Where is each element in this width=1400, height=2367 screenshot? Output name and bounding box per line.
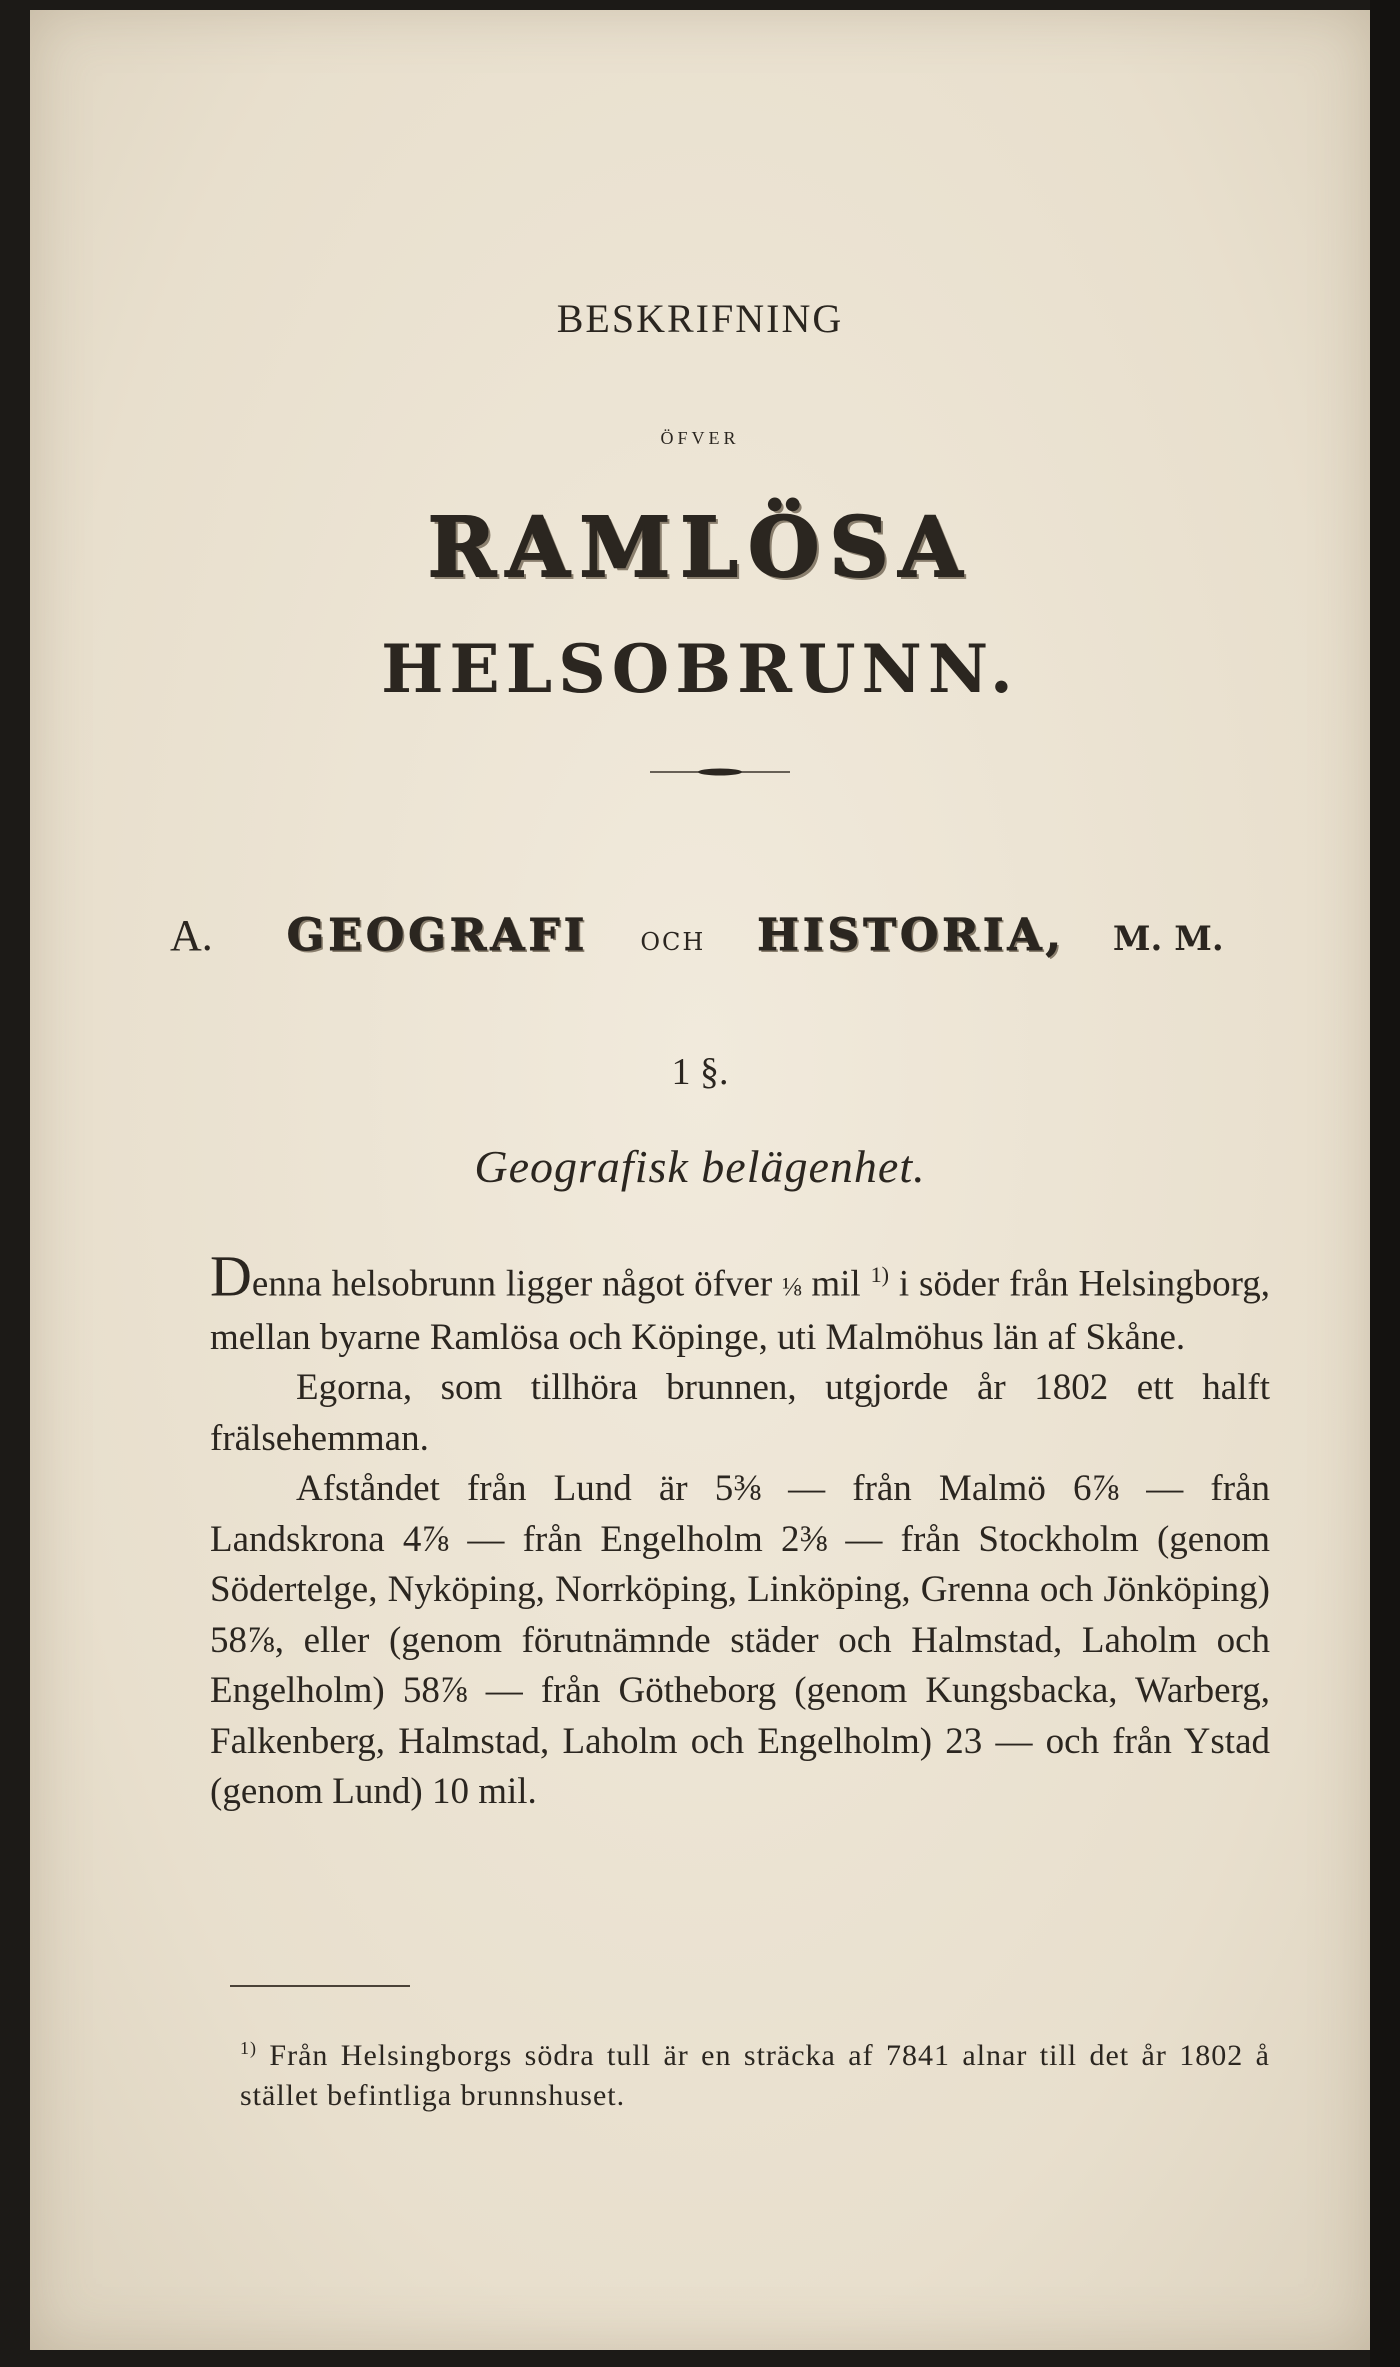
title-helsobrunn: HELSOBRUNN. (381, 630, 1019, 708)
title-beskrifning: BESKRIFNING (556, 296, 844, 341)
title-ramlosa: RAMLÖSA (427, 500, 973, 596)
paragraph-1 (210, 1243, 1270, 1363)
section-letter: A. (170, 911, 213, 960)
section-word-geografi: GEOGRAFI (286, 910, 589, 961)
paragraph-1-text-b: mil (801, 1263, 871, 1305)
footnote-reference: 1) (870, 1262, 890, 1287)
paragraph-1-text-c: i söder från Helsingborg, mellan byarne Ramlösa och Köpinge, uti Malmöhus län af Skåne. (210, 1263, 1270, 1358)
fraction: ⅛ (782, 1272, 802, 1302)
paragraph-1-text-a: enna helsobrunn ligger något öfver (251, 1263, 783, 1305)
footnote-rule (230, 1985, 410, 1987)
paragraph-number: 1 §. (671, 1051, 729, 1093)
section-heading (170, 910, 1270, 961)
body-text (210, 1243, 1270, 1818)
drop-cap: D (210, 1243, 252, 1309)
title-ofver: ÖFVER (660, 428, 740, 448)
scan-edge (1370, 0, 1400, 2367)
paragraph-2: Egorna, som tillhöra brunnen, utgjorde år 1802 ett halft frälsehemman. (210, 1367, 1270, 1459)
section-word-och: OCH (640, 928, 706, 956)
footnote-mark: 1) (240, 2038, 257, 2058)
document-page (30, 10, 1370, 2350)
ornament-divider (650, 767, 790, 777)
section-mm: M. M. (1112, 919, 1224, 959)
footnote (240, 2028, 1270, 2116)
section-word-historia: HISTORIA, (757, 910, 1065, 961)
footnote-text: Från Helsingborgs södra tull är en sträcka af 7841 alnar till det år 1802 å stället befintliga brunnshuset. (240, 2039, 1270, 2112)
section-subtitle: Geografisk belägenhet. (474, 1141, 926, 1192)
paragraph-3: Afståndet från Lund är 5⅜ — från Malmö 6⅞ — från Landskrona 4⅞ — från Engelholm 2⅜ — från Stockholm (genom Södertelge, Nyköping, Norrköping, Linköping, Grenna och Jönköping) 58⅞, eller (genom förutnämnde städer och Halmstad, Laholm och Engelholm) 58⅞ — från Götheborg (genom Kungsbacka, Warberg, Falkenberg, Halmstad, Laholm och Engelholm) 23 — och från Ystad (genom Lund) 10 mil. (210, 1468, 1270, 1813)
